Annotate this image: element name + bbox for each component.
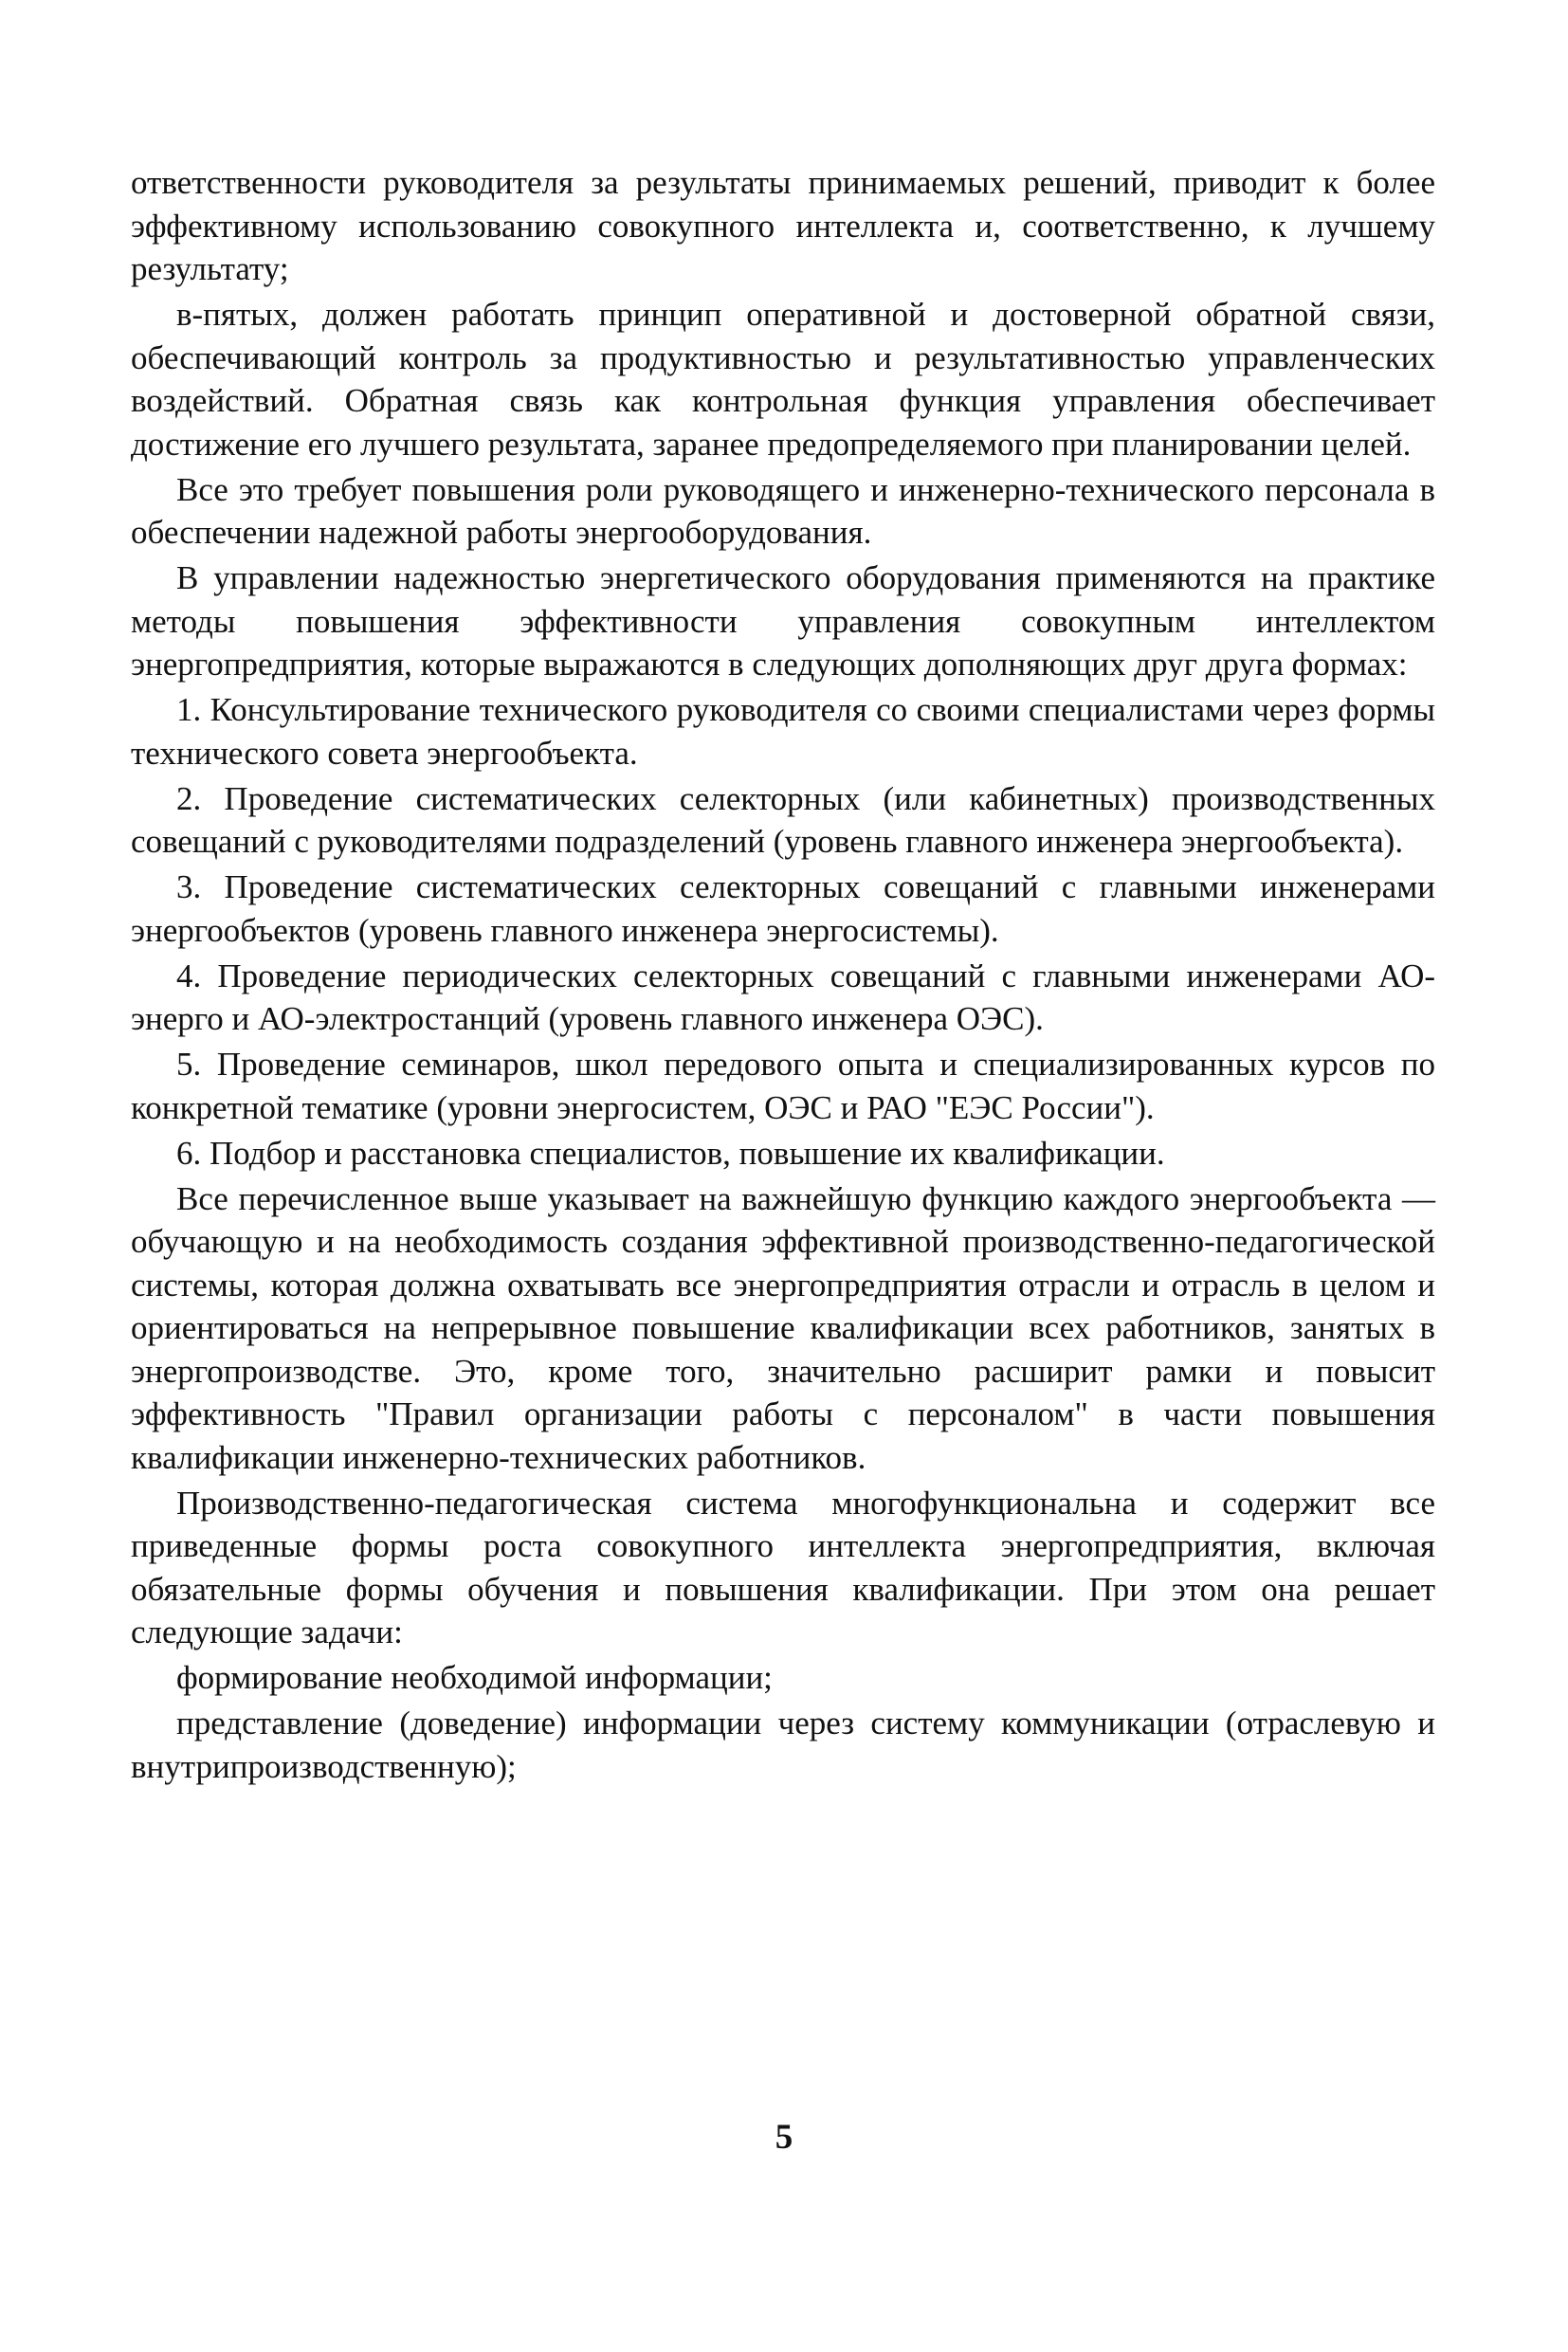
list-item-2: 2. Проведение систематических селекторных (или кабинетных) производственных совещаний с руководителями подразделений (уровень главного инженера энергообъекта). — [131, 779, 1435, 860]
paragraph-continuation: ответственности руководителя за результаты принимаемых решений, приводит к более эффективному использованию совокупного интеллекта и, соответственно, к лучшему результату; — [131, 164, 1435, 287]
list-item-5: 5. Проведение семинаров, школ передового опыта и специализированных курсов по конкретной тематике (уровни энергосистем, ОЭС и РАО "ЕЭС России"). — [131, 1046, 1435, 1126]
list-item-6: 6. Подбор и расстановка специалистов, повышение их квалификации. — [176, 1134, 1165, 1172]
paragraph-management-methods: В управлении надежностью энергетического оборудования применяются на практике методы повышения эффективности управления совокупным интеллектом энергопредприятия, которые выражаются в следующих дополняющих друг друга формах: — [131, 559, 1435, 683]
list-item-4: 4. Проведение периодических селекторных совещаний с главными инженерами АО-энерго и АО-электростанций (уровень главного инженера ОЭС). — [131, 957, 1435, 1037]
body-text — [131, 161, 1435, 1791]
list-item-1: 1. Консультирование технического руководителя со своими специалистами через формы технического совета энергообъекта. — [131, 691, 1435, 772]
paragraph-training-function: Все перечисленное выше указывает на важнейшую функцию каждого энергообъекта — обучающую и на необходимость создания эффективной производственно-педагогической системы, которая должна охватывать все энергопредприятия отрасли и отрасль в целом и ориентироваться на непрерывное повышение квалификации всех работников, занятых в энергопроизводстве. Это, кроме того, значительно расширит рамки и повысит эффективность "Правил организации работы с персоналом" в части повышения квалификации инженерно-технических работников. — [131, 1179, 1435, 1476]
page-number: 5 — [775, 2118, 793, 2157]
paragraph-pedagogical-system: Производственно-педагогическая система многофункциональна и содержит все приведенные формы роста совокупного интеллекта энергопредприятия, включая обязательные формы обучения и повышения квалификации. При этом она решает следующие задачи: — [131, 1484, 1435, 1650]
task-item-information: формирование необходимой информации; — [176, 1659, 773, 1696]
paragraph-feedback-principle: в-пятых, должен работать принцип оперативной и достоверной обратной связи, обеспечивающий контроль за продуктивностью и результативностью управленческих воздействий. Обратная связь как контрольная функция управления обеспечивает достижение его лучшего результата, заранее предопределяемого при планировании целей. — [131, 296, 1435, 463]
list-item-3: 3. Проведение систематических селекторных совещаний с главными инженерами энергообъектов (уровень главного инженера энергосистемы). — [131, 868, 1435, 949]
paragraph-staff-role: Все это требует повышения роли руководящего и инженерно-технического персонала в обеспечении надежной работы энергооборудования. — [131, 470, 1435, 551]
task-item-communication: представление (доведение) информации через систему коммуникации (отраслевую и внутрипроизводственную); — [131, 1705, 1435, 1785]
